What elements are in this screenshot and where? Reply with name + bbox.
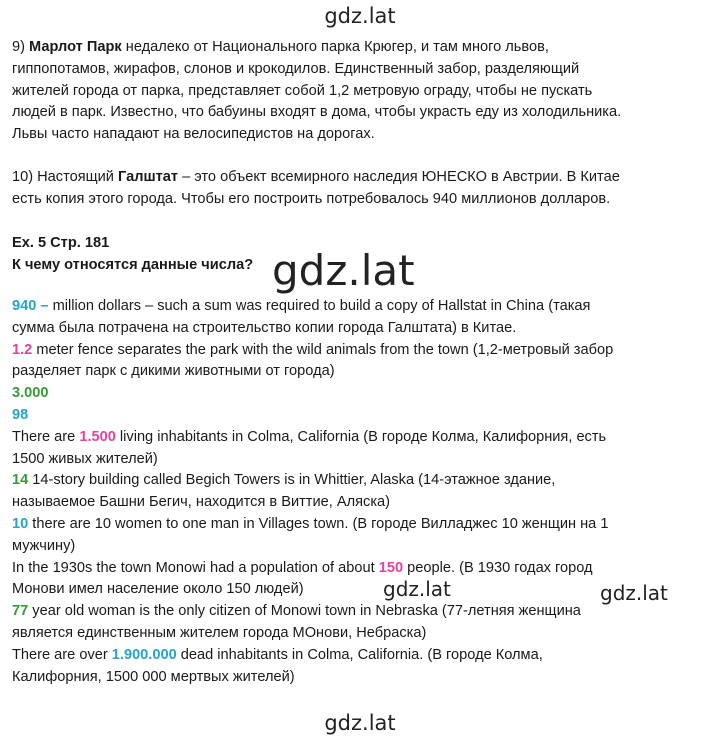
answer-number: 98 (12, 406, 29, 423)
paragraph-line (12, 167, 712, 189)
answer-number: 940 – (12, 298, 49, 314)
answers-list (12, 296, 712, 688)
answer-line (12, 340, 712, 362)
answer-line: является единственным жителем города МОнови, Небраска) (12, 624, 427, 641)
answer-number: 14 (12, 472, 29, 489)
answer-text: million dollars – such a sum was required to build a copy of Hallstat in China (такая (48, 298, 591, 314)
answer-text: meter fence separates the park with the wild animals from the town (1,2-метровый забор (32, 341, 614, 358)
paragraph-lead: 9) (12, 39, 30, 55)
watermark-overlay-right: gdz.lat (600, 581, 668, 605)
answer-number: 1.2 (12, 341, 33, 358)
place-name: Марлот Парк (29, 39, 122, 55)
paragraph-text: недалеко от Национального парка Крюгер, и там много львов, (121, 39, 549, 55)
paragraph-lead: 10) Настоящий (12, 169, 119, 185)
answer-number: 10 (12, 515, 29, 532)
answer-text: people. (В 1930 годах город (403, 559, 593, 576)
answer-text: there are 10 women to one man in Villages town. (В городе Вилладжес 10 женщин на 1 (28, 515, 609, 532)
paragraph-line: жителей города от парка, представляет собой 1,2 метровую ограду, чтобы не пускать (12, 82, 593, 99)
answer-number: 1.900.000 (111, 646, 177, 663)
watermark-center: gdz.lat (272, 246, 415, 295)
answer-line: 1500 живых жителей) (12, 450, 158, 467)
paragraph-text: – это объект всемирного наследия ЮНЕСКО в Австрии. В Китае (178, 169, 620, 185)
place-name: Галштат (118, 169, 179, 185)
answer-text: living inhabitants in Colma, California (В городе Колма, Калифорния, есть (115, 428, 607, 445)
answer-line: называемое Башни Бегич, находится в Виттие, Аляска) (12, 494, 390, 511)
answer-text: 14-story building called Begich Towers is in Whittier, Alaska (14-этажное здание, (28, 472, 556, 489)
answer-number: 1.500 (79, 428, 116, 445)
answer-line: Монови имел население около 150 людей) (12, 581, 304, 598)
answer-line (12, 296, 712, 318)
paragraph-line: гиппопотамов, жирафов, слонов и крокодилов. Единственный забор, разделяющий (12, 60, 580, 77)
answer-line: мужчину) (12, 537, 76, 554)
paragraph-line (12, 37, 712, 59)
answer-number: 150 (378, 559, 404, 576)
answer-line (12, 470, 712, 492)
exercise-heading: Ex. 5 Стр. 181 (12, 235, 110, 251)
watermark-overlay: gdz.lat (383, 577, 451, 601)
answer-text: In the 1930s the town Monowi had a population of about (12, 559, 379, 576)
answer-number: 3.000 (12, 385, 49, 402)
answer-number: 77 (12, 603, 29, 620)
paragraph-line: Львы часто нападают на велосипедистов на дорогах. (12, 126, 375, 143)
answer-line (12, 514, 712, 536)
paragraph-line: есть копия этого города. Чтобы его построить потребовалось 940 миллионов долларов. (12, 190, 611, 207)
watermark-top: gdz.lat (324, 4, 396, 28)
paragraph-9 (12, 37, 712, 146)
exercise-question: К чему относятся данные числа? (12, 256, 254, 273)
answer-line: сумма была потрачена на строительство копии города Галштата) в Китае. (12, 319, 517, 336)
answer-text: year old woman is the only citizen of Monowi town in Nebraska (77-летняя женщина (28, 603, 581, 620)
answer-line (12, 427, 712, 449)
answer-line (12, 645, 712, 667)
answer-text: dead inhabitants in Colma, California. (В городе Колма, (176, 646, 543, 663)
answer-line (12, 558, 712, 580)
answer-text: There are (12, 428, 80, 445)
paragraph-line: людей в парк. Известно, что бабуины входят в дома, чтобы украсть еду из холодильника. (12, 104, 622, 121)
answer-line: разделяет парк с дикими животными от города) (12, 363, 335, 380)
watermark-bottom: gdz.lat (324, 711, 396, 735)
answer-text: There are over (12, 646, 112, 663)
paragraph-10 (12, 167, 712, 211)
answer-line: Калифорния, 1500 000 мертвых жителей) (12, 668, 295, 685)
